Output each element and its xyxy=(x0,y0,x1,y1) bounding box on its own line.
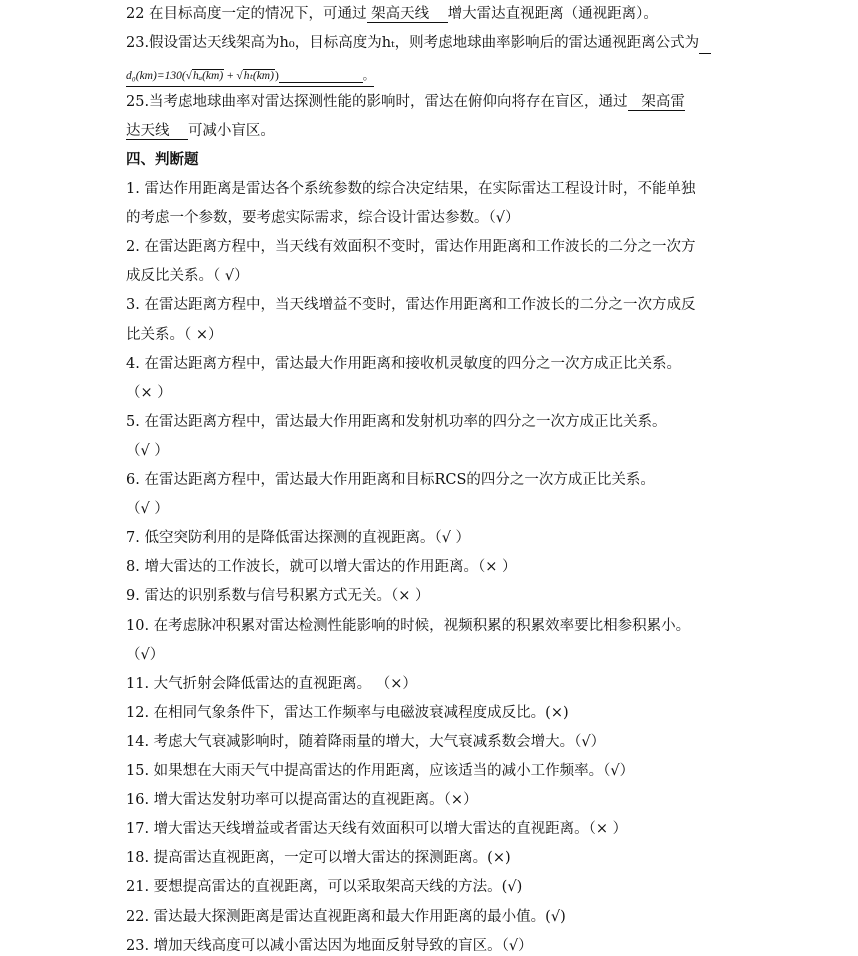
formula-line-of-sight: d₀(km)=130(√hₐ(km) + √hₜ(km)) 。 xyxy=(126,66,374,87)
judgement-line: （√ ） xyxy=(126,443,169,459)
judgement-line: 1. 雷达作用距离是雷达各个系统参数的综合决定结果，在实际雷达工程设计时，不能单独 xyxy=(126,181,696,197)
judgement-line: 15. 如果想在大雨天气中提高雷达的作用距离，应该适当的减小工作频率。（√） xyxy=(126,763,635,779)
judgement-line: （√ ） xyxy=(126,501,169,517)
section-title: 四、判断题 xyxy=(126,151,199,168)
judgement-line: 4. 在雷达距离方程中，雷达最大作用距离和接收机灵敏度的四分之一次方成正比关系。 xyxy=(126,356,681,372)
judgement-line: 成反比关系。（ √） xyxy=(126,268,249,284)
judgement-line: 的考虑一个参数，要考虑实际需求，综合设计雷达参数。（√） xyxy=(126,210,520,226)
formula-rhs: ) xyxy=(274,70,279,82)
formula-blank xyxy=(279,70,363,83)
fill-item-25-answer-b: 达天线 xyxy=(126,123,188,140)
judgement-line: 比关系。（ ×） xyxy=(126,327,223,343)
judgement-line: 9. 雷达的识别系数与信号积累方式无关。（× ） xyxy=(126,588,430,604)
judgement-line: 10. 在考虑脉冲积累对雷达检测性能影响的时候，视频积累的积累效率要比相参积累小。 xyxy=(126,618,691,634)
fill-item-22-text-a: 22 在目标高度一定的情况下，可通过 xyxy=(126,6,367,22)
judgement-line: 2. 在雷达距离方程中，当天线有效面积不变时，雷达作用距离和工作波长的二分之一次方 xyxy=(126,239,696,255)
judgement-line: 17. 增大雷达天线增益或者雷达天线有效面积可以增大雷达的直视距离。（× ） xyxy=(126,821,628,837)
formula-lhs: d₀(km)=130( xyxy=(126,70,186,82)
fill-item-25-line2 xyxy=(126,121,275,141)
judgement-line: 3. 在雷达距离方程中，当天线增益不变时，雷达作用距离和工作波长的二分之一次方成反 xyxy=(126,297,696,313)
fill-item-25-answer-a: 架高雷 xyxy=(628,94,685,111)
fill-item-25-text-a: 25.当考虑地球曲率对雷达探测性能的影响时，雷达在俯仰向将存在盲区，通过 xyxy=(126,94,628,110)
formula-end: 。 xyxy=(362,70,375,82)
formula-term-b: hₜ(km) xyxy=(243,70,274,82)
judgement-line: 11. 大气折射会降低雷达的直视距离。 （×） xyxy=(126,676,417,692)
formula-term-a: hₐ(km) xyxy=(192,70,224,82)
judgement-line: 23. 增加天线高度可以减小雷达因为地面反射导致的盲区。（√） xyxy=(126,938,533,954)
judgement-line: 7. 低空突防利用的是降低雷达探测的直视距离。（√ ） xyxy=(126,530,471,546)
judgement-line: 22. 雷达最大探测距离是雷达直视距离和最大作用距离的最小值。(√) xyxy=(126,909,566,925)
fill-item-22 xyxy=(126,4,658,24)
fill-item-22-answer: 架高天线 xyxy=(367,6,448,23)
judgement-line: 21. 要想提高雷达的直视距离，可以采取架高天线的方法。(√) xyxy=(126,879,523,895)
judgement-line: 8. 增大雷达的工作波长，就可以增大雷达的作用距离。（× ） xyxy=(126,559,517,575)
judgement-line: （√） xyxy=(126,647,165,663)
judgement-line: （× ） xyxy=(126,385,172,401)
fill-item-23 xyxy=(126,33,711,54)
formula-plus: + xyxy=(227,70,234,82)
fill-item-25-text-b: 可减小盲区。 xyxy=(187,123,275,139)
fill-item-25-line1 xyxy=(126,92,685,112)
fill-item-23-text: 23.假设雷达天线架高为h₀，目标高度为hₜ，则考虑地球曲率影响后的雷达通视距离公式为 xyxy=(126,35,700,51)
judgement-line: 14. 考虑大气衰减影响时，随着降雨量的增大，大气衰减系数会增大。（√） xyxy=(126,734,606,750)
judgement-line: 16. 增大雷达发射功率可以提高雷达的直视距离。（×） xyxy=(126,792,478,808)
judgement-line: 6. 在雷达距离方程中，雷达最大作用距离和目标RCS的四分之一次方成正比关系。 xyxy=(126,472,655,488)
judgement-line: 5. 在雷达距离方程中，雷达最大作用距离和发射机功率的四分之一次方成正比关系。 xyxy=(126,414,667,430)
fill-item-22-text-c: 增大雷达直视距离（通视距离）。 xyxy=(447,6,658,22)
judgement-line: 18. 提高雷达直视距离，一定可以增大雷达的探测距离。(×) xyxy=(126,850,511,866)
judgement-line: 12. 在相同气象条件下，雷达工作频率与电磁波衰减程度成反比。(×) xyxy=(126,705,569,721)
